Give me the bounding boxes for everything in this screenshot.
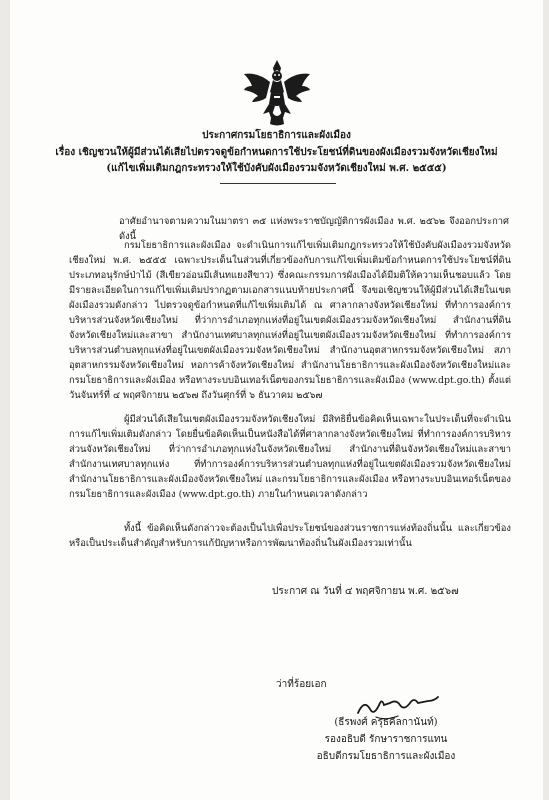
rank-prefix: ว่าที่ร้อยเอก <box>276 679 327 690</box>
subject-line-1: เรื่อง เชิญชวนให้ผู้มีส่วนได้เสียไปตรวจดูข้อกำหนดการใช้ประโยชน์ที่ดินของผังเมืองรวมจังหวัดเชียงใหม่ <box>55 147 498 158</box>
announcement-title: ประกาศกรมโยธาธิการและผังเมือง <box>202 130 351 141</box>
paragraph-announcement: กรมโยธาธิการและผังเมือง จะดำเนินการแก้ไขเพิ่มเติมกฎกระทรวงให้ใช้บังคับผังเมืองรวมจังหวัดเชียงใหม่ พ.ศ. ๒๕๕๕ เฉพาะประเด็นในส่วนที่เกี่ยวข้องกับการแก้ไขเพิ่มเติมข้อกำหนดการใช้ประโยชน์ที่ดินประเภทอนุรักษ์ป่าไม้ (สีเขียวอ่อนมีเส้นทแยงสีขาว) ซึ่งคณะกรรมการผังเมืองได้มีมติให้ความเห็นชอบแล้ว โดยมีรายละเอียดในการแก้ไขเพิ่มเติมปรากฏตามเอกสารแนบท้ายประกาศนี้ จึงขอเชิญชวนให้ผู้มีส่วนได้เสียในเขตผังเมืองรวมดังกล่าว ไปตรวจดูข้อกำหนดที่แก้ไขเพิ่มเติมได้ ณ ศาลากลางจังหวัดเชียงใหม่ ที่ทำการองค์การบริหารส่วนจังหวัดเชียงใหม่ ที่ว่าการอำเภอทุกแห่งที่อยู่ในเขตผังเมืองรวมจังหวัดเชียงใหม่ สำนักงานที่ดินจังหวัดเชียงใหม่และสาขา สำนักงานเทศบาลทุกแห่งที่อยู่ในเขตผังเมืองรวมจังหวัดเชียงใหม่ ที่ทำการองค์การบริหารส่วนตำบลทุกแห่งที่อยู่ในเขตผังเมืองรวมจังหวัดเชียงใหม่ สำนักงานอุตสาหกรรมจังหวัดเชียงใหม่ สภาอุตสาหกรรมจังหวัดเชียงใหม่ หอการค้าจังหวัดเชียงใหม่ สำนักงานโยธาธิการและผังเมืองจังหวัดเชียงใหม่และกรมโยธาธิการและผังเมือง หรือทางระบบอินเทอร์เน็ตของกรมโยธาธิการและผังเมือง (www.dpt.go.th) ตั้งแต่วันจันทร์ที่ ๔ พฤศจิกายน ๒๕๖๗ ถึงวันศุกร์ที่ ๖ ธันวาคม ๒๕๖๗ <box>69 240 511 401</box>
signatory-position-2: อธิบดีกรมโยธาธิการและผังเมือง <box>316 751 456 762</box>
announcement-date: ประกาศ ณ วันที่ ๔ พฤศจิกายน พ.ศ. ๒๕๖๗ <box>272 586 459 597</box>
signatory-position-1: รองอธิบดี รักษาราชการแทน <box>324 734 448 745</box>
title-divider <box>220 183 336 184</box>
subject-line-2: (แก้ไขเพิ่มเติมกฎกระทรวงให้ใช้บังคับผังเมืองรวมจังหวัดเชียงใหม่ พ.ศ. ๒๕๕๕) <box>106 163 447 174</box>
paragraph-conditions: ทั้งนี้ ข้อคิดเห็นดังกล่าวจะต้องเป็นไปเพื่อประโยชน์ของส่วนราชการแห่งท้องถิ่นนั้น และเกี่ยวข้องหรือเป็นประเด็นสำคัญสำหรับการแก้ปัญหาหรือการพัฒนาท้องถิ่นในผังเมืองรวมเท่านั้น <box>69 523 511 549</box>
paragraph-preamble: อาศัยอำนาจตามความในมาตรา ๓๕ แห่งพระราชบัญญัติการผังเมือง พ.ศ. ๒๕๖๒ จึงออกประกาศ ดังนี้ <box>119 216 509 242</box>
garuda-emblem <box>242 58 312 126</box>
signatory-name: (ธีรพงศ์ ครุธคีลกานันท์) <box>334 717 438 728</box>
document-page <box>10 0 543 800</box>
paragraph-comments: ผู้มีส่วนได้เสียในเขตผังเมืองรวมจังหวัดเชียงใหม่ มีสิทธิยื่นข้อคิดเห็นเฉพาะในประเด็นที่จะดำเนินการแก้ไขเพิ่มเติมดังกล่าว โดยยื่นข้อคิดเห็นเป็นหนังสือได้ที่ศาลากลางจังหวัดเชียงใหม่ ที่ทำการองค์การบริหารส่วนจังหวัดเชียงใหม่ ที่ว่าการอำเภอทุกแห่งในจังหวัดเชียงใหม่ สำนักงานที่ดินจังหวัดเชียงใหม่และสาขา สำนักงานเทศบาลทุกแห่ง ที่ทำการองค์การบริหารส่วนตำบลทุกแห่งที่อยู่ในเขตผังเมืองรวมจังหวัดเชียงใหม่ สำนักงานโยธาธิการและผังเมืองจังหวัดเชียงใหม่ และกรมโยธาธิการและผังเมือง หรือทางระบบอินเทอร์เน็ตของกรมโยธาธิการและผังเมือง (www.dpt.go.th) ภายในกำหนดเวลาดังกล่าว <box>69 414 511 500</box>
